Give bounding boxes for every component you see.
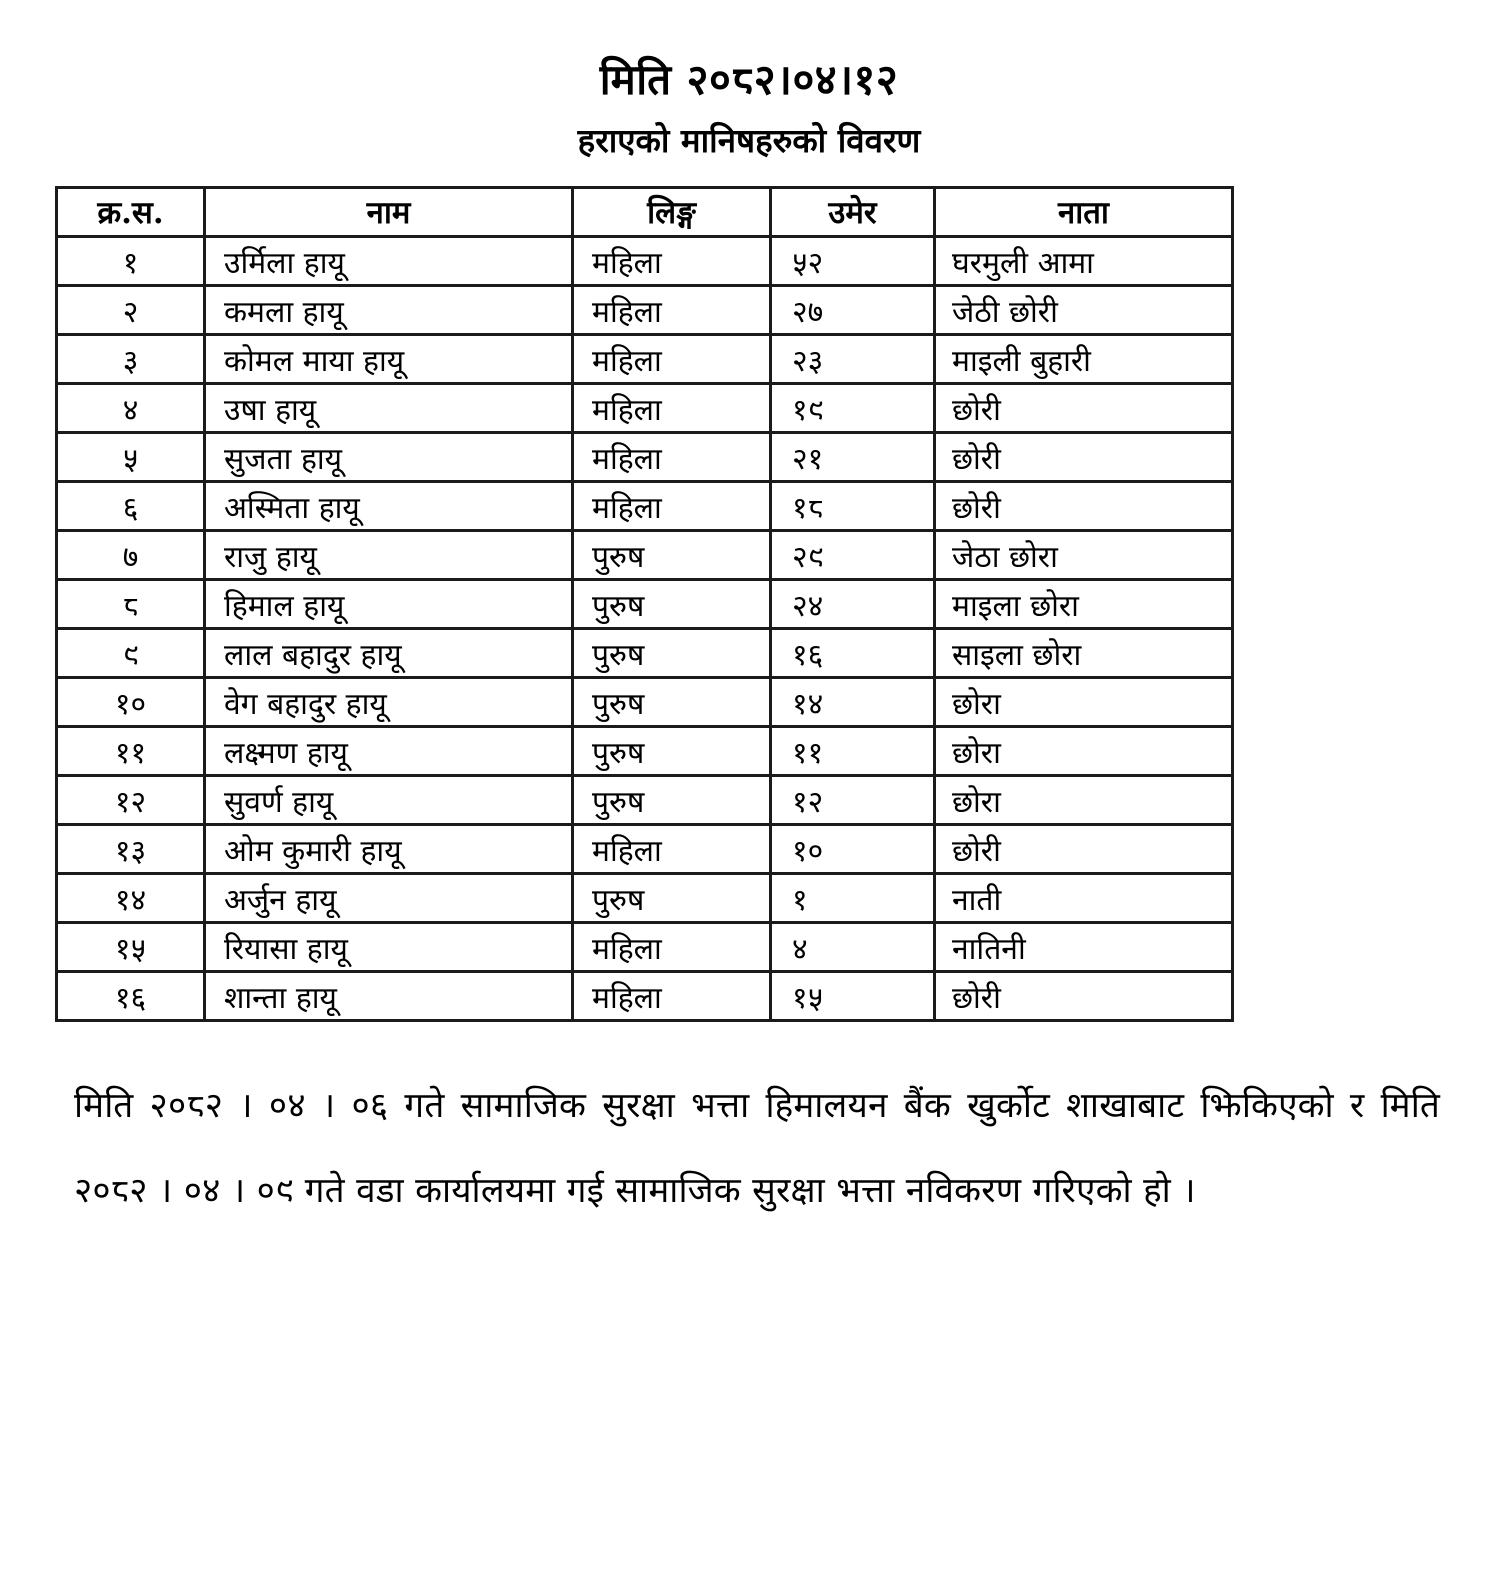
table-header-row: [57, 188, 1233, 237]
gender-cell: पुरुष: [573, 727, 771, 776]
serial-number-cell: ४: [57, 384, 205, 433]
gender-cell: महिला: [573, 825, 771, 874]
serial-number-cell: १५: [57, 923, 205, 972]
serial-number-cell: ६: [57, 482, 205, 531]
gender-cell: महिला: [573, 923, 771, 972]
table-row: [57, 286, 1233, 335]
relation-cell: माइली बुहारी: [935, 335, 1233, 384]
table-row: [57, 580, 1233, 629]
age-cell: १६: [771, 629, 935, 678]
name-cell: राजु हायू: [205, 531, 573, 580]
serial-number-cell: ९: [57, 629, 205, 678]
serial-number-cell: १३: [57, 825, 205, 874]
gender-cell: महिला: [573, 384, 771, 433]
gender-cell: महिला: [573, 335, 771, 384]
table-row: [57, 825, 1233, 874]
name-cell: अर्जुन हायू: [205, 874, 573, 923]
serial-number-cell: २: [57, 286, 205, 335]
serial-number-cell: ३: [57, 335, 205, 384]
name-cell: शान्ता हायू: [205, 972, 573, 1021]
age-cell: ५२: [771, 237, 935, 286]
serial-number-cell: १६: [57, 972, 205, 1021]
serial-number-cell: ११: [57, 727, 205, 776]
relation-cell: छोरी: [935, 384, 1233, 433]
serial-number-cell: १४: [57, 874, 205, 923]
age-cell: २९: [771, 531, 935, 580]
relation-cell: जेठी छोरी: [935, 286, 1233, 335]
relation-cell: छोरी: [935, 433, 1233, 482]
gender-cell: पुरुष: [573, 776, 771, 825]
name-cell: वेग बहादुर हायू: [205, 678, 573, 727]
age-cell: २४: [771, 580, 935, 629]
document-subtitle: हराएको मानिषहरुको विवरण: [577, 121, 921, 160]
document-page: [0, 50, 1498, 1583]
relation-cell: नाती: [935, 874, 1233, 923]
name-cell: हिमाल हायू: [205, 580, 573, 629]
table-row: [57, 678, 1233, 727]
table-row: [57, 972, 1233, 1021]
age-cell: १५: [771, 972, 935, 1021]
relation-cell: छोरा: [935, 678, 1233, 727]
header-gender: लिङ्ग: [573, 188, 771, 237]
name-cell: ओम कुमारी हायू: [205, 825, 573, 874]
gender-cell: पुरुष: [573, 629, 771, 678]
table-row: [57, 776, 1233, 825]
name-cell: लक्ष्मण हायू: [205, 727, 573, 776]
table-row: [57, 531, 1233, 580]
serial-number-cell: ८: [57, 580, 205, 629]
table-row: [57, 874, 1233, 923]
age-cell: १०: [771, 825, 935, 874]
age-cell: २७: [771, 286, 935, 335]
table-row: [57, 335, 1233, 384]
serial-number-cell: १०: [57, 678, 205, 727]
header-relation: नाता: [935, 188, 1233, 237]
name-cell: कमला हायू: [205, 286, 573, 335]
age-cell: १२: [771, 776, 935, 825]
relation-cell: साइला छोरा: [935, 629, 1233, 678]
age-cell: २३: [771, 335, 935, 384]
relation-cell: माइला छोरा: [935, 580, 1233, 629]
relation-cell: घरमुली आमा: [935, 237, 1233, 286]
document-title: मिति २०८२।०४।१२: [599, 55, 899, 104]
name-cell: रियासा हायू: [205, 923, 573, 972]
serial-number-cell: ५: [57, 433, 205, 482]
name-cell: सुवर्ण हायू: [205, 776, 573, 825]
age-cell: १: [771, 874, 935, 923]
gender-cell: महिला: [573, 433, 771, 482]
name-cell: सुजता हायू: [205, 433, 573, 482]
table-row: [57, 923, 1233, 972]
relation-cell: छोरी: [935, 825, 1233, 874]
name-cell: लाल बहादुर हायू: [205, 629, 573, 678]
header-serial-number: क्र.स.: [57, 188, 205, 237]
missing-persons-table-body: [57, 237, 1233, 1021]
gender-cell: महिला: [573, 237, 771, 286]
age-cell: १८: [771, 482, 935, 531]
gender-cell: पुरुष: [573, 874, 771, 923]
age-cell: १४: [771, 678, 935, 727]
age-cell: ११: [771, 727, 935, 776]
name-cell: कोमल माया हायू: [205, 335, 573, 384]
name-cell: उषा हायू: [205, 384, 573, 433]
age-cell: ४: [771, 923, 935, 972]
table-row: [57, 237, 1233, 286]
table-header: [57, 188, 1233, 237]
relation-cell: छोरा: [935, 776, 1233, 825]
age-cell: २१: [771, 433, 935, 482]
header-age: उमेर: [771, 188, 935, 237]
table-row: [57, 433, 1233, 482]
footer-note: मिति २०८२ । ०४ । ०६ गते सामाजिक सुरक्षा भत्ता हिमालयन बैंक खुर्कोट शाखाबाट झिकिएको र मिति २०८२ । ०४ । ०९ गते वडा कार्यालयमा गई सामाजिक सुरक्षा भत्ता नविकरण गरिएको हो ।: [74, 1086, 1440, 1211]
gender-cell: पुरुष: [573, 580, 771, 629]
gender-cell: पुरुष: [573, 531, 771, 580]
gender-cell: पुरुष: [573, 678, 771, 727]
gender-cell: महिला: [573, 286, 771, 335]
serial-number-cell: १२: [57, 776, 205, 825]
table-row: [57, 384, 1233, 433]
gender-cell: महिला: [573, 972, 771, 1021]
relation-cell: छोरा: [935, 727, 1233, 776]
name-cell: अस्मिता हायू: [205, 482, 573, 531]
relation-cell: छोरी: [935, 482, 1233, 531]
table-row: [57, 629, 1233, 678]
name-cell: उर्मिला हायू: [205, 237, 573, 286]
table-row: [57, 482, 1233, 531]
table-row: [57, 727, 1233, 776]
header-name: नाम: [205, 188, 573, 237]
gender-cell: महिला: [573, 482, 771, 531]
relation-cell: छोरी: [935, 972, 1233, 1021]
relation-cell: नातिनी: [935, 923, 1233, 972]
age-cell: १९: [771, 384, 935, 433]
missing-persons-table: [55, 186, 1234, 1022]
serial-number-cell: १: [57, 237, 205, 286]
serial-number-cell: ७: [57, 531, 205, 580]
relation-cell: जेठा छोरा: [935, 531, 1233, 580]
